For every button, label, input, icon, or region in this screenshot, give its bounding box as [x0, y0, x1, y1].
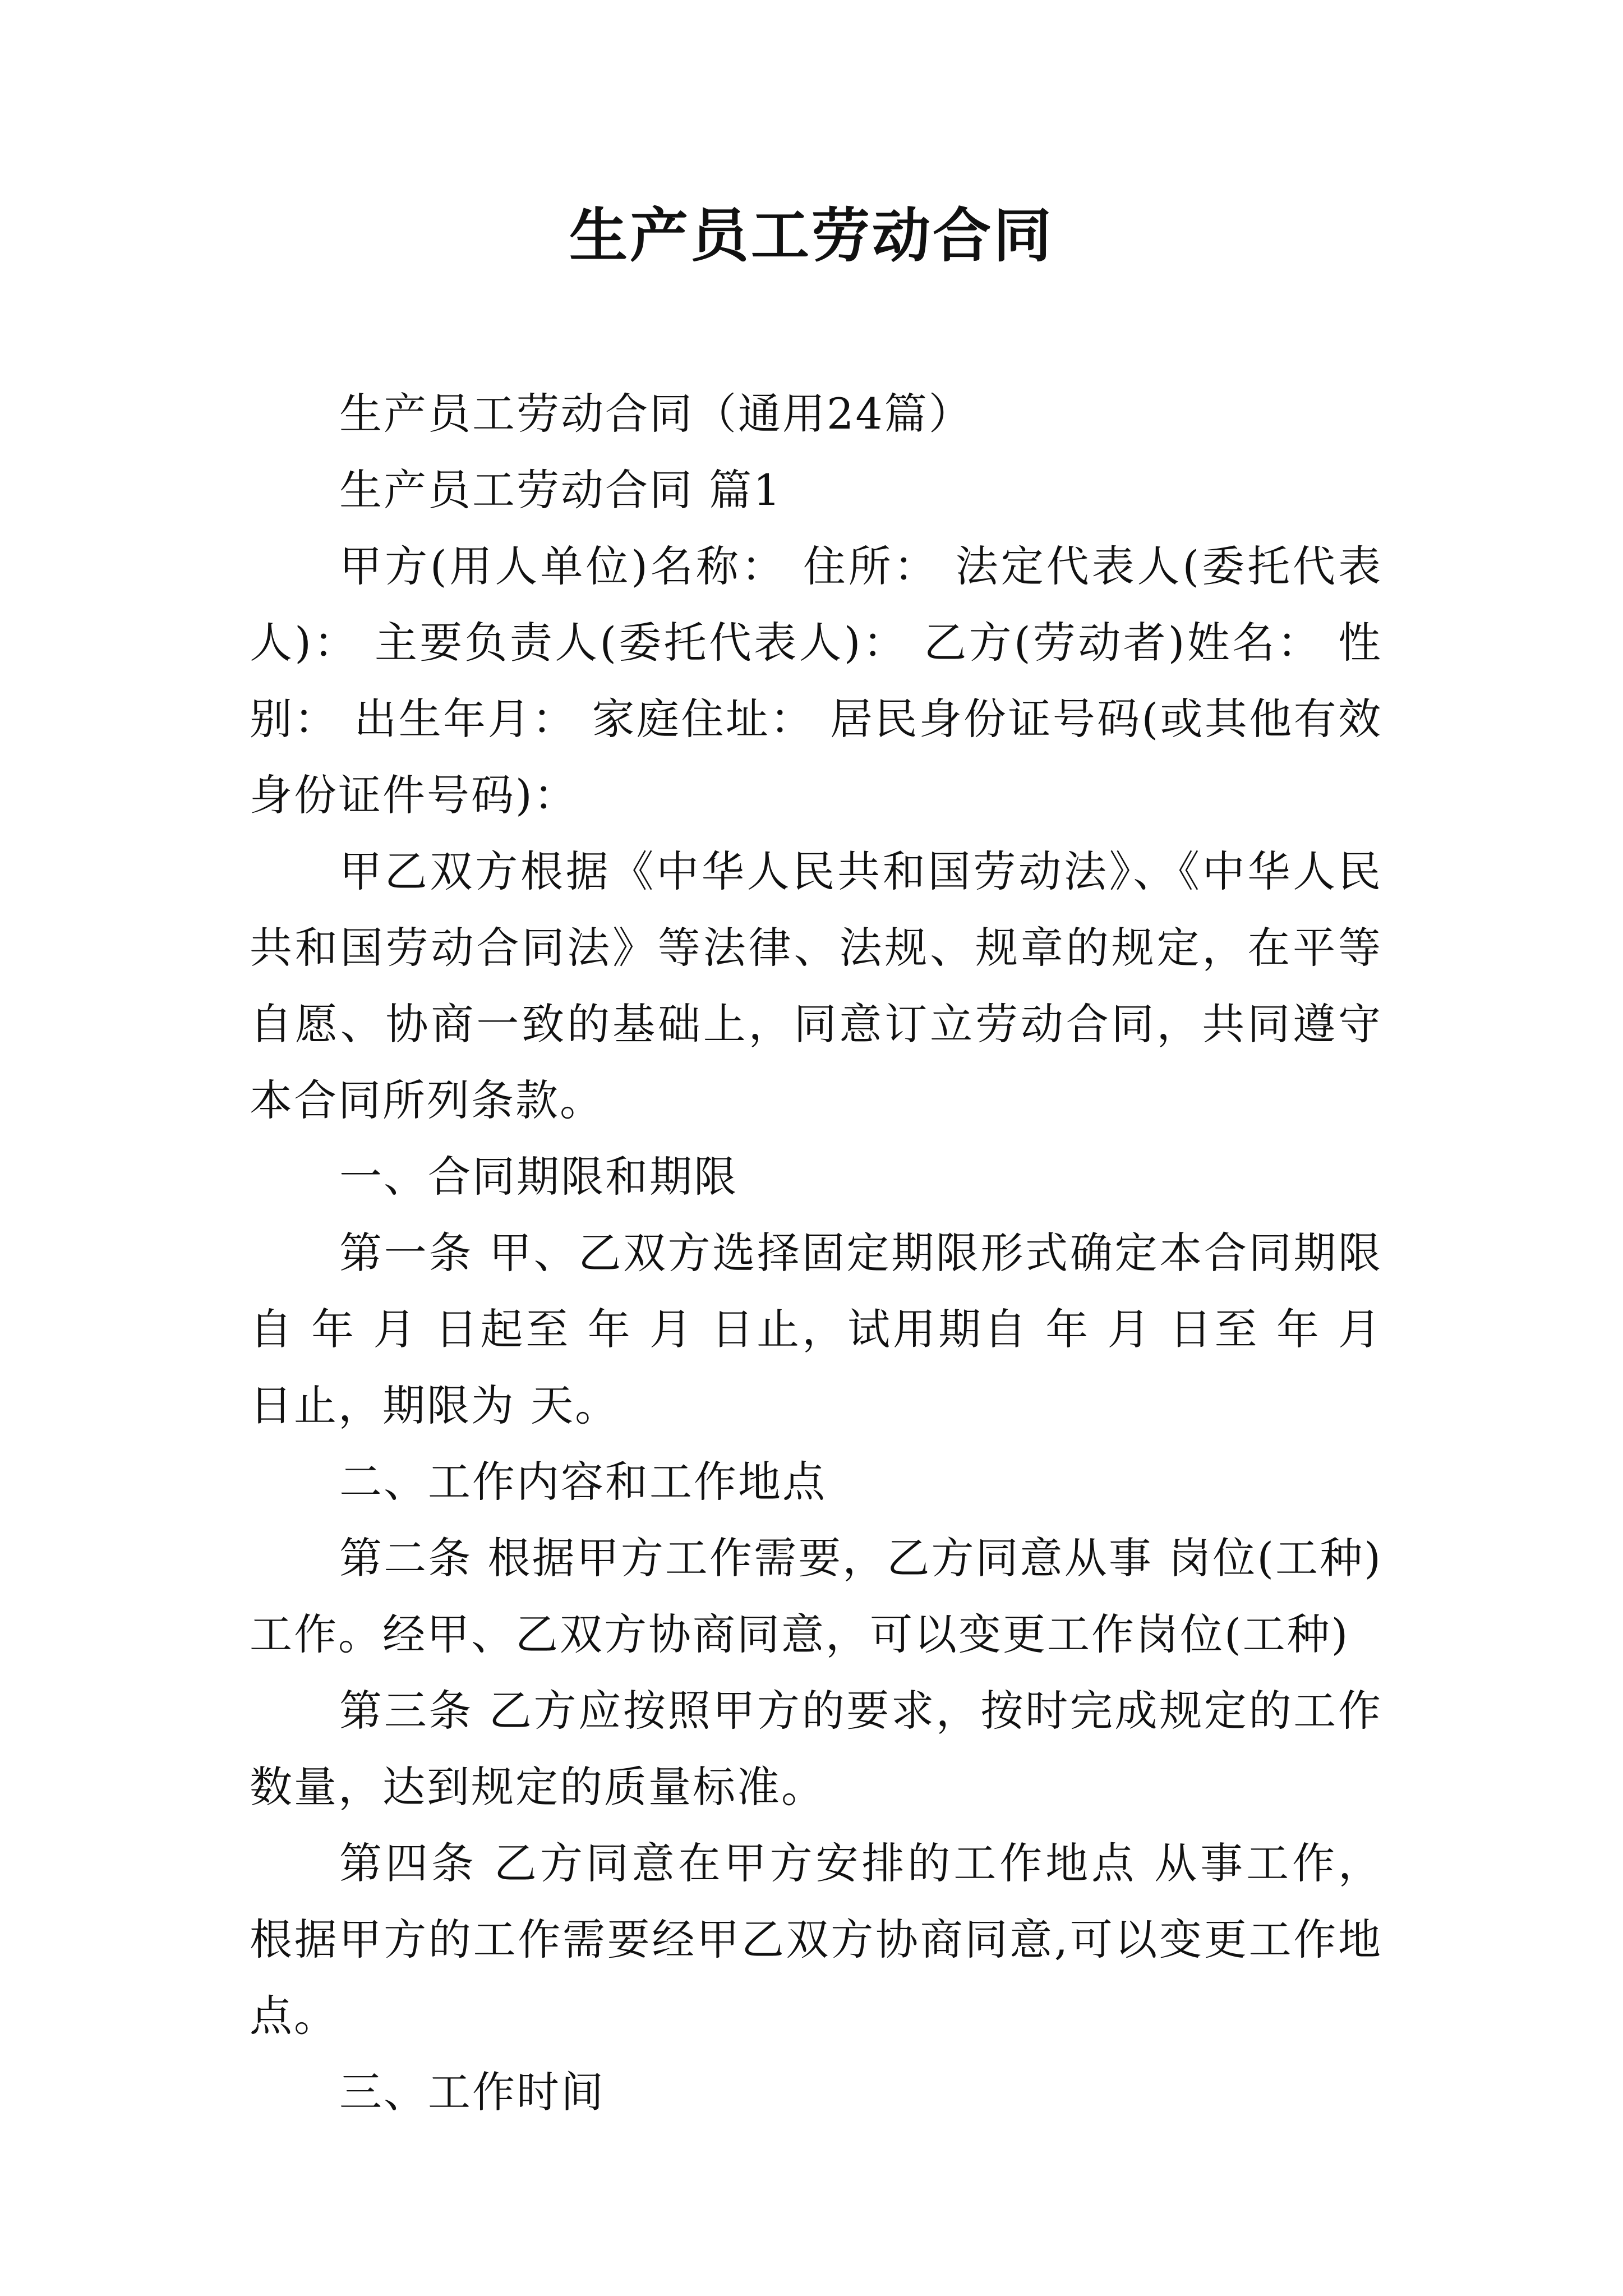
- section-heading-work-time: 三、工作时间: [339, 2067, 605, 2117]
- preamble-paragraph: 甲乙双方根据《中华人民共和国劳动法》、《中华人民共和国劳动合同法》等法律、法规、规章的规定，在平等自愿、协商一致的基础上，同意订立劳动合同，共同遵守本合同所列条款。: [250, 846, 1382, 1125]
- clause-1: 第一条 甲、乙双方选择固定期限形式确定本合同期限自 年 月 日起至 年 月 日止，试用期自 年 月 日至 年 月 日止，期限为 天。: [250, 1228, 1382, 1430]
- section-heading-term: 一、合同期限和期限: [339, 1152, 738, 1202]
- clause-3: 第三条 乙方应按照甲方的要求，按时完成规定的工作数量，达到规定的质量标准。: [250, 1686, 1382, 1812]
- section-heading-work-content: 二、工作内容和工作地点: [339, 1457, 827, 1507]
- collection-heading: 生产员工劳动合同（通用24篇）: [339, 389, 973, 439]
- clause-2: 第二条 根据甲方工作需要，乙方同意从事 岗位(工种)工作。经甲、乙双方协商同意，可以变更工作岗位(工种): [250, 1533, 1382, 1659]
- document-body: [250, 376, 1382, 2131]
- article-heading: 生产员工劳动合同 篇1: [339, 465, 782, 515]
- clause-4: 第四条 乙方同意在甲方安排的工作地点 从事工作，根据甲方的工作需要经甲乙双方协商同意,可以变更工作地点。: [250, 1838, 1382, 2041]
- document-title: 生产员工劳动合同: [569, 201, 1054, 270]
- parties-paragraph: 甲方(用人单位)名称： 住所： 法定代表人(委托代表人)： 主要负责人(委托代表人)： 乙方(劳动者)姓名： 性别： 出生年月： 家庭住址： 居民身份证号码(或其他有效身份证件号码)：: [250, 541, 1382, 820]
